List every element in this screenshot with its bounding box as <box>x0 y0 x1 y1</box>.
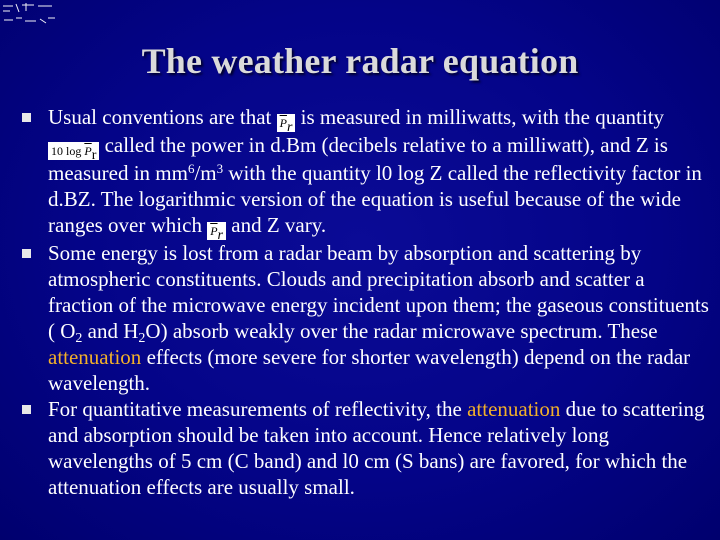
corner-formula-icon <box>0 0 58 30</box>
highlight-attenuation: attenuation <box>48 345 142 369</box>
log-pr-formula: 10 $\log \overline{P}_r$ <box>48 142 99 160</box>
pr-symbol: $\overline{P}_r$ <box>277 114 296 132</box>
highlight-attenuation: attenuation <box>467 397 561 421</box>
square-bullet-icon <box>22 113 31 122</box>
bullet-item: Usual conventions are that $\overline{P}_r$ is measured in milliwatts, with the quantity 10 $\log \overline{P}_r$ called the power in d.Bm (decibels relative to a milliwatt), and Z is measured in $mm^6/m^3$ with the quantity l0 log Z called the reflectivity factor in d.BZ. The logarithmic version of the equation is useful because of the wide ranges over which $\overline{P}_r$ and Z vary. <box>22 104 712 240</box>
slide-title: The weather radar equation <box>141 41 579 81</box>
square-bullet-icon <box>22 249 31 258</box>
bullet-item: Some energy is lost from a radar beam by absorption and scattering by atmospheric constituents. Clouds and precipitation absorb and scatter a fraction of the microwave energy incident upon them; the gaseous constituents ( $O_2$ and $H_2O$) absorb weakly over the radar microwave spectrum. These attenuation effects (more severe for shorter wavelength) depend on the radar wavelength. <box>22 240 712 396</box>
pr-symbol: $\overline{P}_r$ <box>207 222 226 240</box>
square-bullet-icon <box>22 405 31 414</box>
bullet-item: For quantitative measurements of reflectivity, the attenuation due to scattering and absorption should be taken into account. Hence relatively long wavelengths of 5 cm (C band) and l0 cm (S bans) are favored, for which the attenuation effects are usually small. <box>22 396 712 500</box>
bullet-list <box>22 104 712 500</box>
